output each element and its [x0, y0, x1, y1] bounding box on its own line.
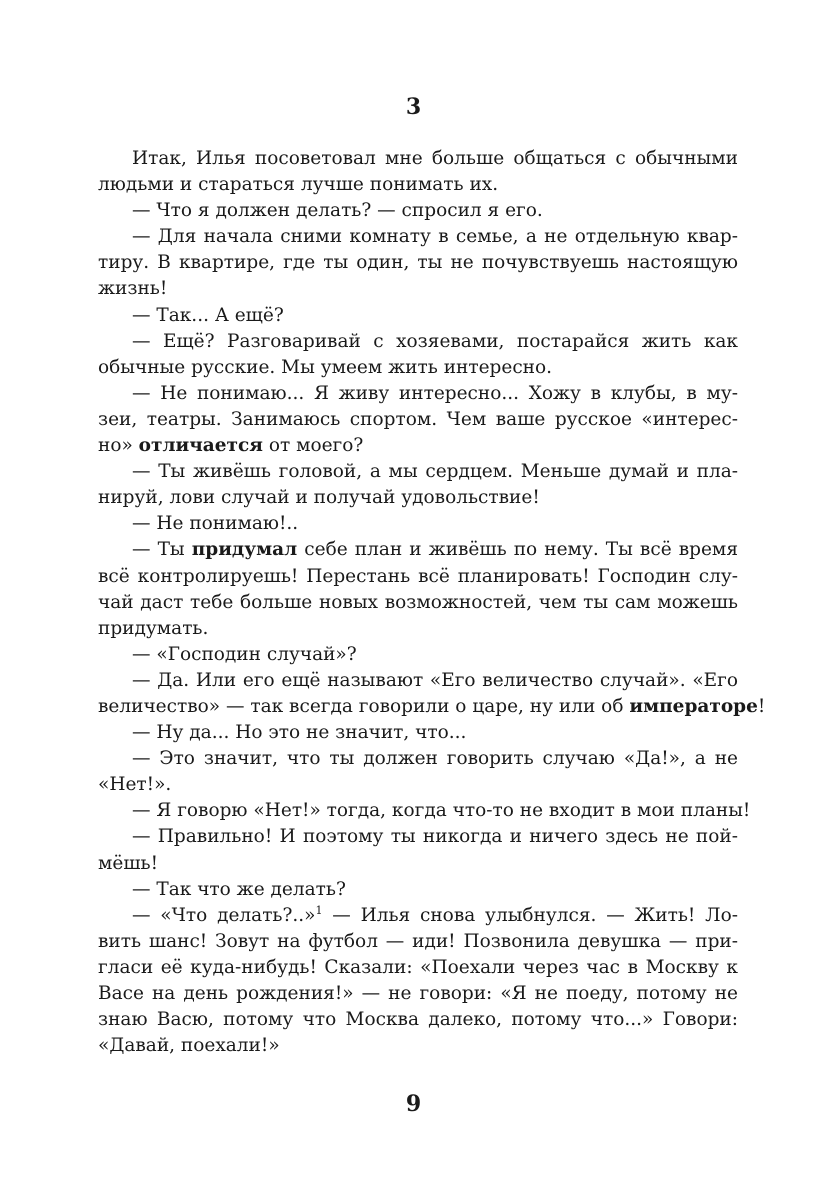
text-segment: нируй, лови случай и получай удовольствие! — [98, 487, 540, 509]
text-line — [98, 642, 738, 668]
text-segment: — «Господин случай»? — [132, 643, 357, 665]
text-segment: — Да. Или его ещё называют «Его величество случай». «Его — [132, 669, 738, 691]
text-line — [98, 1033, 738, 1059]
text-segment: зеи, театры. Занимаюсь спортом. Чем ваше русское «интерес- — [98, 408, 738, 430]
text-segment: «Нет!». — [98, 774, 172, 796]
text-line — [98, 303, 738, 329]
text-line — [98, 694, 766, 720]
text-line — [98, 459, 738, 485]
text-segment: — «Что делать?..» — [132, 904, 316, 926]
text-segment: — Ну да... Но это не значит, что... — [132, 722, 467, 744]
text-line — [98, 485, 738, 511]
text-line — [98, 564, 738, 590]
text-segment: величество» — так всегда говорили о царе, ну или об — [98, 695, 630, 717]
text-segment: — Не понимаю... Я живу интересно... Хожу в клубы, в му- — [132, 382, 738, 404]
text-line — [98, 877, 738, 903]
text-line — [98, 616, 738, 642]
text-segment: — Не понимаю!.. — [132, 513, 299, 535]
text-segment: гласи её куда-нибудь! Сказали: «Поехали через час в Москву к — [98, 956, 738, 978]
text-line — [98, 903, 738, 929]
text-segment: вить шанс! Зовут на футбол — иди! Позвонила девушка — при- — [98, 930, 738, 952]
text-line — [98, 198, 738, 224]
emphasized-word: императоре — [629, 695, 758, 717]
text-line — [98, 146, 738, 172]
text-line — [98, 798, 751, 824]
text-line — [98, 720, 738, 746]
text-segment: обычные русские. Мы умеем жить интересно. — [98, 356, 553, 378]
page-number: 9 — [405, 1091, 422, 1117]
text-segment: «Давай, поехали!» — [98, 1035, 280, 1057]
text-line — [98, 433, 738, 459]
text-line — [98, 172, 738, 198]
text-segment: — Что я должен делать? — спросил я его. — [132, 200, 543, 222]
text-line — [98, 772, 738, 798]
text-segment: Итак, Илья посоветовал мне больше общаться с обычными — [132, 148, 738, 169]
text-line — [98, 250, 738, 276]
text-segment: — Так что же делать? — [132, 878, 346, 900]
text-segment: от моего? — [262, 435, 364, 457]
text-segment: всё контролируешь! Перестань всё планировать! Господин слу- — [98, 565, 738, 587]
text-segment: — Ты живёшь головой, а мы сердцем. Меньше думай и пла- — [132, 461, 738, 483]
text-line — [98, 276, 738, 302]
text-line — [98, 381, 738, 407]
text-segment: — Я говорю «Нет!» тогда, когда что-то не входит в мои планы! — [132, 800, 751, 822]
text-line — [98, 224, 738, 250]
footnote-marker: 1 — [315, 903, 323, 917]
text-line — [98, 1007, 738, 1033]
text-segment: — Илья снова улыбнулся. — Жить! Ло- — [322, 904, 738, 926]
text-segment: — Правильно! И поэтому ты никогда и ничего здесь не пой- — [132, 826, 738, 848]
emphasized-word: придумал — [191, 539, 298, 561]
text-line — [98, 746, 738, 772]
body-text — [98, 146, 766, 1059]
text-line — [98, 537, 738, 563]
text-segment: себе план и живёшь по нему. Ты всё время — [297, 539, 738, 561]
text-segment: жизнь! — [98, 278, 168, 300]
text-segment: но» — [98, 435, 139, 457]
text-segment: чай даст тебе больше новых возможностей, чем ты сам можешь — [98, 591, 738, 613]
text-line — [98, 955, 738, 981]
text-line — [98, 981, 738, 1007]
text-segment: — Это значит, что ты должен говорить случаю «Да!», а не — [132, 748, 738, 770]
text-segment: Васе на день рождения!» — не говори: «Я не поеду, потому не — [98, 983, 738, 1004]
text-line — [98, 668, 738, 694]
text-line — [98, 824, 738, 850]
text-segment: — Ты — [132, 539, 192, 561]
text-segment: — Ещё? Разговаривай с хозяевами, постарайся жить как — [132, 330, 738, 352]
text-line — [98, 355, 738, 381]
text-line — [98, 851, 738, 877]
text-line — [98, 929, 738, 955]
text-segment: тиру. В квартире, где ты один, ты не почувствуешь настоящую — [98, 252, 738, 274]
text-line — [98, 511, 738, 537]
text-segment: придумать. — [98, 617, 209, 639]
text-segment: ! — [757, 695, 766, 717]
text-line — [98, 329, 738, 355]
text-line — [98, 407, 738, 433]
text-segment: людьми и стараться лучше понимать их. — [98, 174, 499, 196]
text-segment: — Так... А ещё? — [132, 304, 284, 326]
text-segment: — Для начала сними комнату в семье, а не отдельную квар- — [132, 226, 738, 248]
text-segment: знаю Васю, потому что Москва далеко, потому что...» Говори: — [98, 1009, 738, 1031]
text-line — [98, 590, 738, 616]
text-segment: мёшь! — [98, 852, 159, 874]
emphasized-word: отличается — [138, 435, 263, 457]
chapter-number: 3 — [405, 94, 422, 120]
